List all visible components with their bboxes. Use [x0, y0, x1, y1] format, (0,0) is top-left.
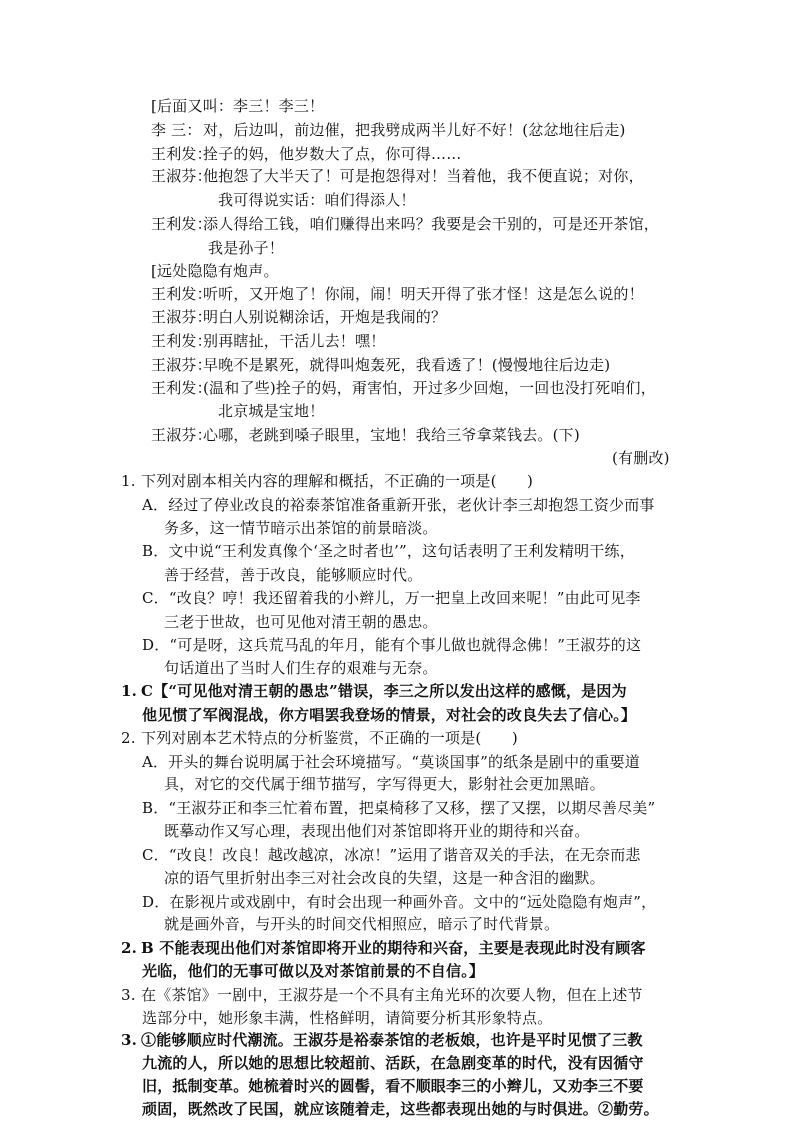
speaker: 王利发：	[151, 378, 212, 397]
speaker: 王淑芬：	[151, 167, 212, 186]
dialogue-line	[151, 425, 580, 445]
option-c-cont: 凉的语气里折射出李三对社会改良的失望，这是一种含泪的幽默。	[164, 868, 605, 887]
answer-3-cont: 旧，抵制变革。她梳着时兴的圆髻，看不顺眼李三的小辫儿，又劝李三不要	[142, 1077, 644, 1096]
option-b-cont: 善于经营，善于改良，能够顺应时代。	[164, 566, 423, 585]
option-d-cont: 句话道出了当时人们生存的艰难与无奈。	[164, 659, 438, 678]
dialogue-text: 添人得给工钱，咱们赚得出来吗？我要是会干别的，可是还开茶馆，	[203, 214, 660, 233]
answer-number: 3.	[121, 1031, 138, 1050]
option-b-cont: 既摹动作又写心理，表现出他们对茶馆即将开业的期待和兴奋。	[164, 822, 590, 841]
option-d-cont: 就是画外音，与开头的时间交代相照应，暗示了时代背景。	[164, 915, 560, 934]
dialogue-text: 心哪，老跳到嗓子眼里，宝地！我给三爷拿菜钱去。(下)	[203, 426, 580, 445]
question-1-stem	[121, 471, 533, 491]
dialogue-line	[151, 214, 659, 234]
question-3-stem	[121, 985, 643, 1005]
speaker: 王淑芬：	[151, 355, 212, 374]
question-number: 1.	[121, 471, 136, 490]
dialogue-line	[151, 331, 385, 351]
option-d: D．在影视片或戏剧中，有时会出现一种画外音。文中的“远处隐隐有炮声”，	[142, 892, 657, 911]
question-number: 2.	[121, 728, 136, 747]
question-number: 3.	[121, 985, 136, 1004]
answer-number: 2.	[121, 939, 138, 958]
speaker: 王淑芬：	[151, 308, 212, 327]
dialogue-text: 对，后边叫，前边催，把我劈成两半儿好不好！(忿忿地往后走)	[203, 120, 626, 139]
answer-3-cont: 九流的人，所以她的思想比较超前、活跃，在急剧变革的时代，没有因循守	[142, 1054, 644, 1073]
question-2-stem	[121, 728, 518, 748]
dialogue-line	[151, 144, 461, 164]
stage-direction: [后面又叫：李三！李三！	[151, 97, 325, 115]
dialogue-text: 拴子的妈，他岁数大了点，你可得……	[203, 144, 462, 163]
answer-3-cont: 顽固，既然改了民国，就应该随着走，这些都表现出她的与时俱进。②勤劳。	[142, 1099, 659, 1118]
dialogue-line	[151, 120, 626, 140]
option-c: C．“改良？哼！我还留着我的小辫儿，万一把皇上改回来呢！”由此可见李	[142, 588, 641, 607]
dialogue-text: 早晚不是累死，就得叫炮轰死，我看透了！(慢慢地往后边走)	[203, 355, 611, 374]
option-b: B．“王淑芬正和李三忙着布置，把桌椅移了又移，摆了又摆，以期尽善尽美”	[142, 799, 656, 818]
option-c-cont: 三老于世故，也可见他对清王朝的愚忠。	[164, 612, 438, 631]
option-a-cont: 具，对它的交代属于细节描写，字写得更大，影射社会更加黑暗。	[164, 775, 605, 794]
speaker: 王利发：	[151, 214, 212, 233]
dialogue-line	[151, 284, 644, 304]
dialogue-text: 明白人别说糊涂话，开炮是我闹的？	[203, 308, 447, 327]
answer-2	[121, 938, 646, 958]
option-a: A．经过了停业改良的裕泰茶馆准备重新开张，老伙计李三却抱怨工资少而事	[142, 495, 655, 514]
speaker: 王淑芬：	[151, 426, 212, 445]
option-c: C．“改良！改良！越改越凉，冰凉！”运用了谐音双关的手法，在无奈而悲	[142, 845, 641, 864]
question-text: 在《茶馆》一剧中，王淑芬是一个不具有主角光环的次要人物，但在上述节	[141, 985, 643, 1004]
answer-text: ①能够顺应时代潮流。王淑芬是裕泰茶馆的老板娘，也许是平时见惯了三教	[141, 1031, 643, 1050]
answer-text: B 不能表现出他们对茶馆即将开业的期待和兴奋，主要是表现此时没有顾客	[141, 939, 646, 958]
question-3-cont: 选部分中，她形象丰满，性格鲜明，请简要分析其形象特点。	[142, 1008, 553, 1027]
answer-1	[121, 681, 627, 701]
answer-1-cont: 他见惯了军阀混战，你方唱罢我登场的情景，对社会的改良失去了信心。】	[142, 706, 637, 724]
answer-3	[121, 1030, 643, 1050]
speaker: 王利发：	[151, 332, 212, 351]
answer-number: 1.	[121, 682, 138, 701]
dialogue-line	[151, 355, 610, 375]
question-text: 下列对剧本艺术特点的分析鉴赏，不正确的一项是( )	[141, 728, 518, 747]
dialogue-line	[151, 307, 446, 327]
speaker: 王利发：	[151, 285, 212, 304]
source-note: (有删改)	[612, 449, 670, 468]
option-b: B．文中说“王利发真像个‘圣之时者也’”，这句话表明了王利发精明干练，	[142, 542, 635, 561]
dialogue-text: 他抱怨了大半天了！可是抱怨得对！当着他，我不便直说；对你，	[203, 167, 644, 186]
dialogue-text: 别再瞎扯，干活儿去！嘿！	[203, 332, 386, 351]
dialogue-text: (温和了些)拴子的妈，甭害怕，开过多少回炮，一回也没打死咱们，	[203, 378, 656, 397]
dialogue-continuation: 我可得说实话：咱们得添人！	[218, 191, 416, 210]
stage-direction: [远处隐隐有炮声。	[151, 261, 279, 280]
option-a: A．开头的舞台说明属于社会环境描写。“莫谈国事”的纸条是剧中的重要道	[142, 752, 640, 771]
option-d: D．“可是呀，这兵荒马乱的年月，能有个事儿做也就得念佛！”王淑芬的这	[142, 635, 642, 654]
answer-text: C【“可见他对清王朝的愚忠”错误，李三之所以发出这样的感慨，是因为	[141, 682, 627, 701]
dialogue-text: 听听，又开炮了！你闹，闹！明天开得了张才怪！这是怎么说的！	[203, 285, 644, 304]
option-a-cont: 务多，这一情节暗示出茶馆的前景暗淡。	[164, 518, 438, 537]
speaker: 王利发：	[151, 144, 212, 163]
speaker: 李 三：	[151, 120, 202, 139]
dialogue-continuation: 北京城是宝地！	[218, 402, 325, 421]
dialogue-line	[151, 166, 644, 186]
question-text: 下列对剧本相关内容的理解和概括，不正确的一项是( )	[141, 471, 534, 490]
dialogue-line	[151, 378, 656, 398]
answer-2-cont: 光临，他们的无事可做以及对茶馆前景的不自信。】	[142, 961, 485, 980]
dialogue-continuation: 我是孙子！	[208, 238, 285, 257]
